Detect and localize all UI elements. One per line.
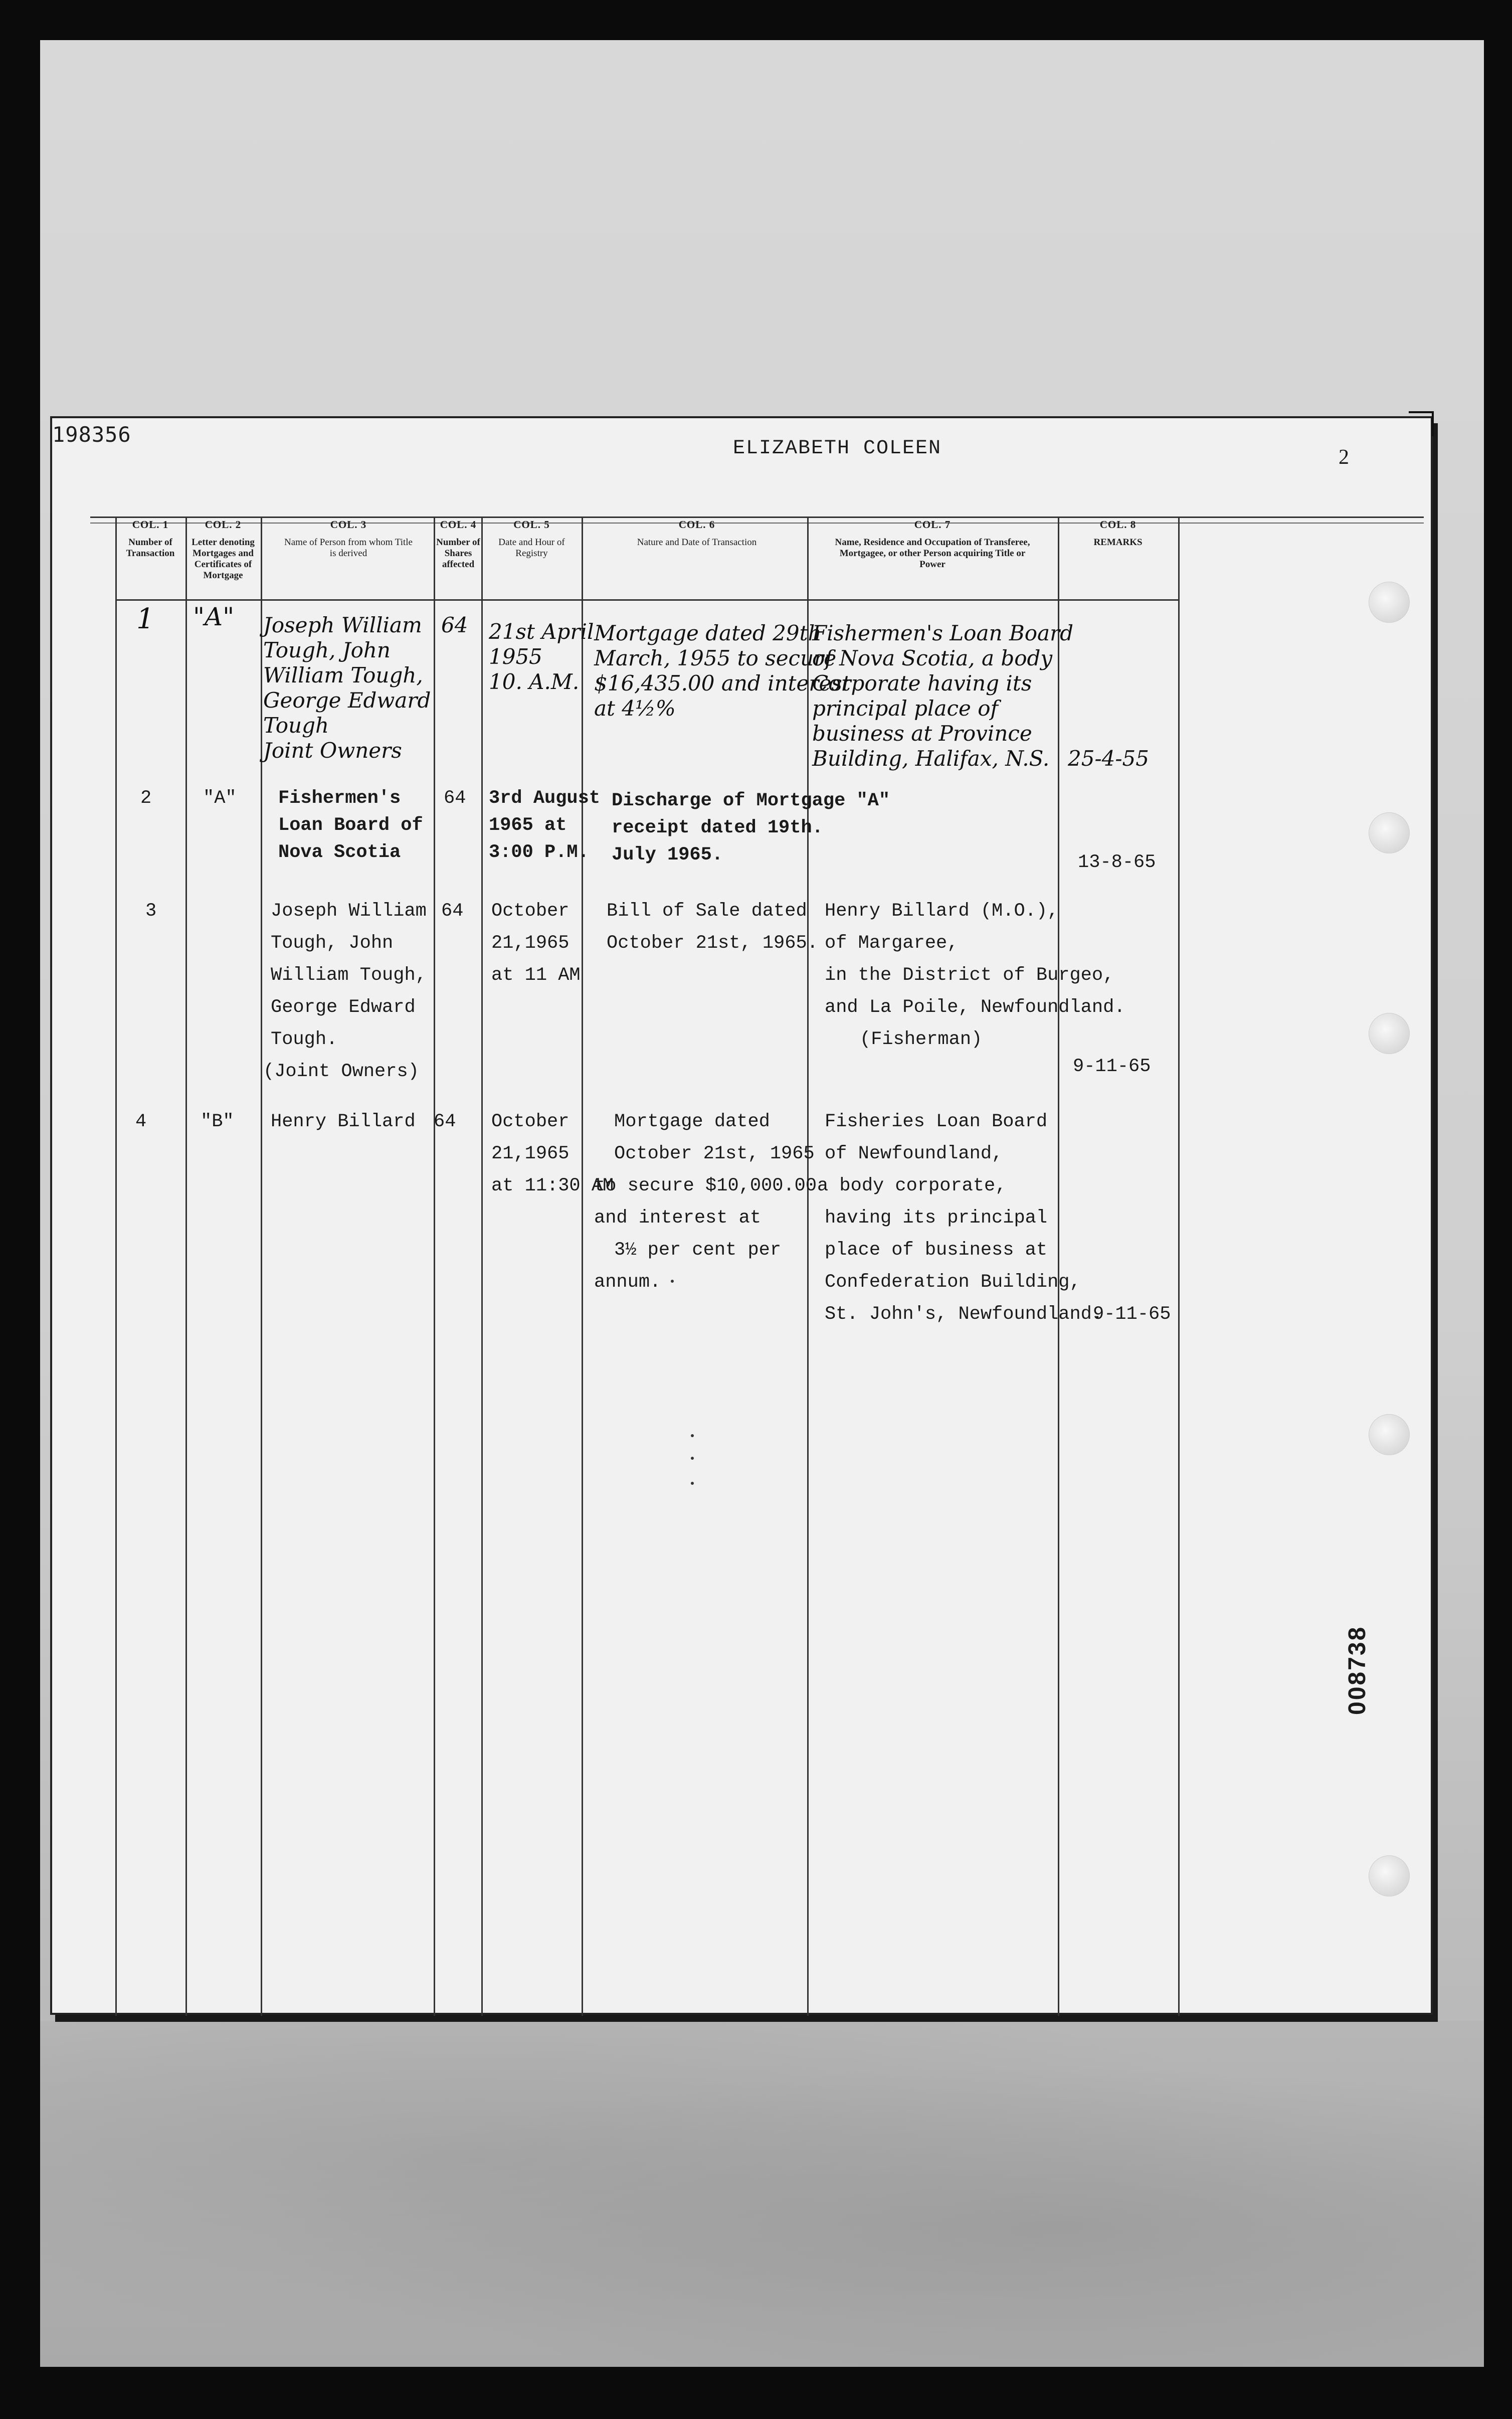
archive-stamp: 008738: [1344, 1625, 1371, 1715]
entry-4-shares: 64: [434, 1111, 456, 1132]
text-line: at 11 AM: [491, 965, 581, 986]
text-line: at 11:30 AM: [491, 1175, 614, 1196]
entry-1-transferee: [812, 621, 1073, 771]
text-line: William Tough,: [263, 663, 423, 687]
column-header-title: Letter denoting Mortgages and Certificates of Mortgage: [192, 537, 255, 581]
punch-hole: [1369, 1855, 1410, 1896]
scan-lower-texture: [40, 2021, 1484, 2367]
column-divider: [582, 516, 583, 2016]
column-divider: [481, 516, 483, 2016]
punch-hole: [1369, 582, 1410, 623]
text-line: Henry Billard (M.O.),: [825, 901, 1059, 922]
stray-dot: [691, 1482, 694, 1485]
column-header-2: [188, 519, 258, 581]
column-header-title: Name, Residence and Occupation of Transferee, Mortgagee, or other Person acquiring Title or Power: [835, 537, 1030, 570]
text-line: St. John's, Newfoundland.: [825, 1304, 1103, 1325]
text-line: George Edward: [263, 688, 431, 713]
text-line: Nova Scotia: [278, 842, 401, 863]
text-line: 21st April: [489, 619, 594, 644]
text-line: 21,1965: [491, 1143, 570, 1164]
text-line: Mortgage dated 29th: [594, 621, 822, 645]
entry-2-remarks: 13-8-65: [1078, 852, 1156, 873]
column-header-title: Date and Hour of Registry: [498, 537, 565, 559]
entry-4-letter: "B": [201, 1111, 234, 1132]
column-header-title: REMARKS: [1093, 537, 1143, 548]
entry-3-remarks: 9-11-65: [1073, 1056, 1151, 1077]
entry-3-transferee: [825, 895, 1125, 1056]
text-line: Fishermen's: [278, 788, 401, 809]
text-line: Tough, John: [271, 933, 394, 954]
text-line: 21,1965: [491, 933, 570, 954]
text-line: 3rd August: [489, 788, 601, 809]
column-header-title: Number of Transaction: [126, 537, 175, 559]
entry-4-title-from: [271, 1106, 416, 1138]
text-line: Tough, John: [263, 638, 391, 662]
column-header-title: Nature and Date of Transaction: [637, 537, 757, 548]
column-header-6: [602, 519, 792, 548]
column-header-number: COL. 6: [678, 519, 715, 531]
text-line: October: [491, 1111, 570, 1132]
column-divider: [1178, 516, 1180, 2016]
text-line: principal place of: [812, 696, 999, 721]
vessel-name-title: ELIZABETH COLEEN: [732, 437, 942, 460]
entry-3-number: 3: [145, 901, 157, 922]
punch-hole: [1369, 1013, 1410, 1054]
column-divider: [434, 516, 435, 2016]
text-line: of Newfoundland,: [825, 1143, 1003, 1164]
column-header-4: [436, 519, 480, 570]
text-line: a body corporate,: [817, 1175, 1007, 1196]
text-line: and interest at: [594, 1207, 762, 1229]
text-line: Fishermen's Loan Board: [812, 621, 1074, 645]
entry-4-nature: [594, 1106, 817, 1298]
column-header-3: [281, 519, 416, 559]
column-header-8: [1063, 519, 1173, 548]
stray-dot: [691, 1457, 694, 1460]
column-header-1: [118, 519, 183, 559]
text-line: $16,435.00 and interest: [594, 671, 851, 696]
text-line: having its principal: [825, 1207, 1048, 1229]
text-line: Tough: [263, 713, 329, 738]
text-line: Discharge of Mortgage "A": [612, 790, 890, 811]
page-number: 2: [1339, 446, 1349, 469]
text-line: Joseph William: [271, 901, 427, 922]
column-header-number: COL. 7: [914, 519, 951, 531]
entry-2-title-from: [278, 785, 423, 866]
punch-hole: [1369, 812, 1410, 853]
entry-2-nature: [612, 787, 890, 869]
entry-1-title-from: [263, 613, 431, 763]
registration-number: 198356: [52, 422, 131, 447]
text-line: Confederation Building,: [825, 1272, 1081, 1293]
text-line: (Fisherman): [860, 1029, 983, 1050]
text-line: 3:00 P.M.: [489, 842, 589, 863]
entry-1-shares: 64: [441, 613, 468, 637]
text-line: Joseph William: [263, 613, 422, 637]
column-divider: [185, 516, 187, 2016]
text-line: annum.: [594, 1272, 661, 1293]
column-header-number: COL. 8: [1099, 519, 1137, 531]
column-header-5: [485, 519, 578, 559]
header-top-rule: [90, 516, 1424, 518]
text-line: place of business at: [825, 1240, 1048, 1261]
text-line: Loan Board of: [278, 815, 423, 836]
text-line: Henry Billard: [271, 1111, 416, 1132]
text-line: George Edward: [271, 997, 416, 1018]
text-line: (Joint Owners): [263, 1061, 419, 1082]
column-divider: [115, 516, 117, 2016]
text-line: 3½ per cent per: [614, 1240, 782, 1261]
text-line: Bill of Sale dated: [607, 901, 807, 922]
text-line: of Margaree,: [825, 933, 959, 954]
text-line: Building, Halifax, N.S.: [812, 746, 1050, 771]
column-divider: [261, 516, 262, 2016]
text-line: of Nova Scotia, a body: [812, 646, 1053, 670]
entry-1-number: 1: [136, 603, 154, 635]
entry-3-nature: [607, 895, 818, 959]
column-header-number: COL. 1: [132, 519, 169, 531]
text-line: Fisheries Loan Board: [825, 1111, 1048, 1132]
corner-mark: [1409, 411, 1434, 436]
entry-2-shares: 64: [444, 788, 466, 809]
stray-dot: [691, 1434, 694, 1437]
stray-dot: [671, 1280, 674, 1283]
column-header-number: COL. 5: [513, 519, 550, 531]
entry-3-title-from: [263, 895, 427, 1088]
entry-2-letter: "A": [203, 788, 237, 809]
entry-1-registry: [489, 619, 594, 695]
text-line: October 21st, 1965: [614, 1143, 815, 1164]
text-line: Joint Owners: [263, 738, 402, 763]
entry-1-letter: "A": [193, 602, 235, 631]
text-line: 1965 at: [489, 815, 567, 836]
text-line: October 21st, 1965.: [607, 933, 818, 954]
text-line: in the District of Burgeo,: [825, 965, 1114, 986]
text-line: July 1965.: [612, 844, 723, 866]
entry-1-remarks: 25-4-55: [1068, 746, 1149, 771]
header-bottom-rule: [115, 599, 1178, 601]
entry-4-remarks: 9-11-65: [1093, 1304, 1171, 1325]
text-line: 10. A.M.: [489, 669, 580, 694]
text-line: 1955: [489, 644, 542, 669]
text-line: receipt dated 19th.: [612, 817, 823, 838]
text-line: at 4½%: [594, 696, 676, 721]
column-header-7: [827, 519, 1038, 570]
text-line: March, 1955 to secure: [594, 646, 837, 670]
text-line: Tough.: [271, 1029, 338, 1050]
text-line: William Tough,: [271, 965, 427, 986]
entry-2-number: 2: [140, 788, 152, 809]
column-header-number: COL. 4: [440, 519, 477, 531]
column-header-title: Number of Shares affected: [436, 537, 480, 570]
text-line: to secure $10,000.00: [594, 1175, 817, 1196]
text-line: Corporate having its: [812, 671, 1032, 696]
entry-4-number: 4: [135, 1111, 147, 1132]
entry-3-registry: [491, 895, 581, 991]
entry-2-registry: [489, 785, 600, 866]
entry-3-shares: 64: [441, 901, 464, 922]
column-header-title: Name of Person from whom Title is derived: [284, 537, 413, 559]
text-line: Mortgage dated: [614, 1111, 770, 1132]
text-line: October: [491, 901, 570, 922]
column-header-number: COL. 3: [330, 519, 367, 531]
text-line: and La Poile, Newfoundland.: [825, 997, 1125, 1018]
column-header-number: COL. 2: [205, 519, 242, 531]
punch-hole: [1369, 1414, 1410, 1455]
text-line: business at Province: [812, 721, 1032, 746]
entry-4-transferee: [817, 1106, 1103, 1330]
